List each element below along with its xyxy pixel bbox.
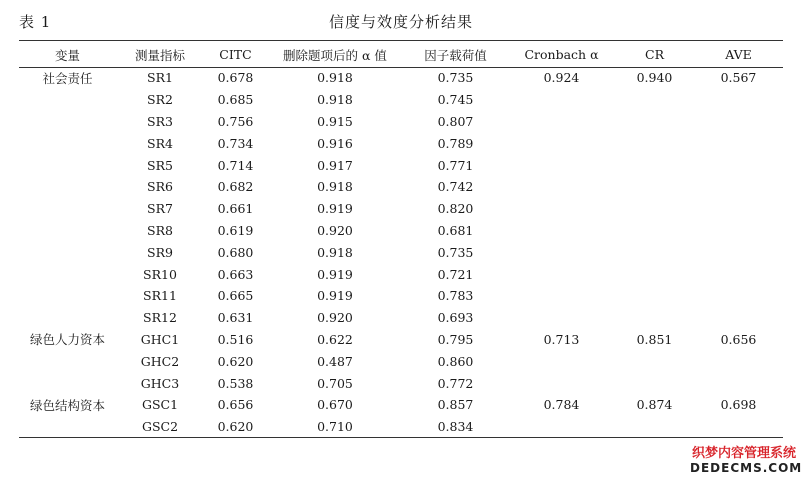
- cell-loading: 0.807: [437, 113, 474, 129]
- cell-alpha-deleted: 0.919: [317, 201, 353, 217]
- cell-variable: [19, 372, 116, 394]
- cell-citc: 0.620: [217, 353, 254, 369]
- cell-citc: 0.631: [217, 310, 254, 326]
- cell-indicator: GSC1: [141, 397, 179, 413]
- cell-indicator: GHC2: [140, 353, 180, 369]
- cell-ave: [694, 111, 783, 133]
- cell-variable: [19, 350, 116, 372]
- cell-loading: 0.857: [437, 397, 474, 413]
- cell-cronbach: [508, 176, 615, 198]
- cell-alpha-deleted: 0.705: [317, 375, 353, 391]
- cell-indicator: SR9: [147, 244, 173, 260]
- cell-loading: 0.735: [437, 244, 474, 260]
- cell-cr: [615, 198, 694, 220]
- table-row: [19, 263, 783, 285]
- cell-variable: [19, 132, 116, 154]
- cell-cronbach: [508, 350, 615, 372]
- cell-loading: 0.783: [437, 288, 474, 304]
- header-indicator: 测量指标: [134, 47, 185, 63]
- cell-cronbach: 0.713: [543, 331, 580, 347]
- table-row: [19, 350, 783, 372]
- cell-variable: [19, 111, 116, 133]
- table-row: [19, 67, 783, 89]
- cell-alpha-deleted: 0.919: [317, 266, 353, 282]
- cell-alpha-deleted: 0.670: [317, 397, 353, 413]
- table-row: [19, 176, 783, 198]
- cell-ave: 0.567: [720, 70, 757, 86]
- cell-citc: 0.620: [217, 419, 254, 435]
- cell-loading: 0.742: [437, 179, 474, 195]
- cell-cronbach: 0.784: [543, 397, 580, 413]
- cell-indicator: SR2: [147, 92, 173, 108]
- cell-citc: 0.538: [217, 375, 254, 391]
- cell-ave: [694, 89, 783, 111]
- cell-variable: [19, 307, 116, 329]
- cell-ave: [694, 263, 783, 285]
- cell-cronbach: [508, 154, 615, 176]
- cell-cr: [615, 111, 694, 133]
- cell-indicator: SR8: [147, 222, 173, 238]
- table-row: [19, 241, 783, 263]
- cell-alpha-deleted: 0.622: [317, 331, 353, 347]
- cell-loading: 0.860: [437, 353, 474, 369]
- cell-ave: [694, 372, 783, 394]
- cell-alpha-deleted: 0.917: [317, 157, 353, 173]
- cell-variable: 绿色结构资本: [29, 397, 105, 413]
- header-cr: CR: [645, 47, 664, 62]
- cell-alpha-deleted: 0.918: [317, 179, 353, 195]
- cell-variable: [19, 220, 116, 242]
- cell-cr: [615, 372, 694, 394]
- cell-indicator: SR10: [143, 266, 177, 282]
- cell-loading: 0.735: [437, 70, 474, 86]
- cell-loading: 0.795: [437, 331, 474, 347]
- cell-ave: [694, 241, 783, 263]
- cell-ave: [694, 176, 783, 198]
- header-row: [19, 42, 783, 67]
- cell-cronbach: [508, 241, 615, 263]
- cell-indicator: SR5: [147, 157, 173, 173]
- table-row: [19, 154, 783, 176]
- cell-cr: [615, 307, 694, 329]
- cell-alpha-deleted: 0.487: [317, 353, 353, 369]
- cell-variable: [19, 285, 116, 307]
- watermark-line-2: DEDECMS.COM: [690, 461, 802, 475]
- cell-cr: 0.874: [636, 397, 673, 413]
- cell-alpha-deleted: 0.916: [317, 135, 353, 151]
- cell-cronbach: [508, 285, 615, 307]
- watermark-line-1: 织梦内容管理系统: [691, 446, 796, 461]
- cell-loading: 0.721: [437, 266, 474, 282]
- cell-ave: [694, 416, 783, 438]
- cell-indicator: SR6: [147, 179, 173, 195]
- cell-citc: 0.661: [217, 201, 254, 217]
- table-row: [19, 198, 783, 220]
- cell-cronbach: [508, 263, 615, 285]
- cell-cronbach: [508, 220, 615, 242]
- cell-ave: [694, 285, 783, 307]
- table-row: [19, 285, 783, 307]
- cell-cr: [615, 416, 694, 438]
- table-row: [19, 307, 783, 329]
- cell-cronbach: [508, 89, 615, 111]
- cell-cr: [615, 263, 694, 285]
- cell-variable: [19, 154, 116, 176]
- table-row: [19, 220, 783, 242]
- cell-loading: 0.820: [437, 201, 474, 217]
- cell-cr: [615, 154, 694, 176]
- header-ave: AVE: [725, 47, 752, 62]
- cell-indicator: SR12: [143, 310, 177, 326]
- cell-variable: 绿色人力资本: [29, 332, 105, 348]
- cell-citc: 0.663: [217, 266, 254, 282]
- cell-alpha-deleted: 0.918: [317, 244, 353, 260]
- cell-indicator: SR7: [147, 201, 173, 217]
- cell-cr: [615, 220, 694, 242]
- table-row: [19, 111, 783, 133]
- cell-loading: 0.772: [437, 375, 474, 391]
- cell-citc: 0.656: [217, 397, 254, 413]
- cell-variable: [19, 198, 116, 220]
- top-rule: [19, 40, 783, 41]
- cell-cr: [615, 132, 694, 154]
- cell-indicator: SR1: [147, 70, 173, 86]
- cell-citc: 0.678: [217, 70, 254, 86]
- watermark: [690, 446, 802, 475]
- cell-cr: 0.940: [636, 70, 673, 86]
- cell-variable: [19, 263, 116, 285]
- table-row: [19, 416, 783, 438]
- cell-indicator: SR11: [143, 288, 177, 304]
- table-row: [19, 89, 783, 111]
- cell-loading: 0.834: [437, 419, 474, 435]
- cell-indicator: GHC1: [140, 331, 180, 347]
- cell-loading: 0.789: [437, 135, 474, 151]
- cell-cronbach: [508, 132, 615, 154]
- cell-cr: [615, 350, 694, 372]
- cell-ave: 0.656: [720, 331, 757, 347]
- table-title: 信度与效度分析结果: [328, 13, 473, 31]
- cell-cronbach: [508, 307, 615, 329]
- cell-variable: [19, 89, 116, 111]
- cell-variable: [19, 176, 116, 198]
- cell-variable: [19, 241, 116, 263]
- cell-ave: [694, 132, 783, 154]
- cell-ave: [694, 220, 783, 242]
- cell-cr: [615, 241, 694, 263]
- cell-cronbach: [508, 416, 615, 438]
- cell-citc: 0.734: [217, 135, 254, 151]
- header-citc: CITC: [219, 47, 252, 62]
- header-cronbach-alpha: Cronbach α: [524, 47, 599, 62]
- table-row: [19, 132, 783, 154]
- cell-alpha-deleted: 0.915: [317, 113, 353, 129]
- cell-citc: 0.685: [217, 92, 254, 108]
- cell-loading: 0.693: [437, 310, 474, 326]
- cell-indicator: GHC3: [140, 375, 180, 391]
- cell-variable: 社会责任: [42, 70, 93, 86]
- cell-ave: [694, 198, 783, 220]
- cell-cronbach: 0.924: [543, 70, 580, 86]
- cell-loading: 0.681: [437, 222, 474, 238]
- cell-cr: [615, 89, 694, 111]
- cell-cronbach: [508, 372, 615, 394]
- cell-variable: [19, 416, 116, 438]
- cell-cr: [615, 176, 694, 198]
- cell-alpha-deleted: 0.710: [317, 419, 353, 435]
- cell-alpha-deleted: 0.918: [317, 92, 353, 108]
- header-factor-loading: 因子载荷值: [424, 47, 487, 63]
- table-label: 表 1: [19, 13, 52, 31]
- cell-alpha-deleted: 0.920: [317, 222, 353, 238]
- cell-ave: [694, 350, 783, 372]
- cell-citc: 0.682: [217, 179, 254, 195]
- cell-cr: 0.851: [636, 331, 673, 347]
- cell-citc: 0.619: [217, 222, 254, 238]
- cell-loading: 0.745: [437, 92, 474, 108]
- table-row: [19, 372, 783, 394]
- cell-citc: 0.756: [217, 113, 254, 129]
- cell-indicator: SR4: [147, 135, 173, 151]
- cell-indicator: SR3: [147, 113, 173, 129]
- header-alpha-if-deleted: 删除题项后的 α 值: [283, 47, 387, 63]
- cell-cronbach: [508, 198, 615, 220]
- cell-ave: [694, 307, 783, 329]
- table-row: [19, 329, 783, 351]
- cell-alpha-deleted: 0.918: [317, 70, 353, 86]
- cell-citc: 0.680: [217, 244, 254, 260]
- table-row: [19, 394, 783, 416]
- cell-loading: 0.771: [437, 157, 474, 173]
- cell-citc: 0.714: [217, 157, 254, 173]
- cell-indicator: GSC2: [141, 419, 179, 435]
- header-variable: 变量: [54, 47, 80, 63]
- cell-cr: [615, 285, 694, 307]
- cell-ave: 0.698: [720, 397, 757, 413]
- cell-citc: 0.665: [217, 288, 254, 304]
- cell-ave: [694, 154, 783, 176]
- reliability-validity-table: [19, 42, 783, 438]
- cell-alpha-deleted: 0.919: [317, 288, 353, 304]
- cell-cronbach: [508, 111, 615, 133]
- cell-citc: 0.516: [217, 331, 254, 347]
- cell-alpha-deleted: 0.920: [317, 310, 353, 326]
